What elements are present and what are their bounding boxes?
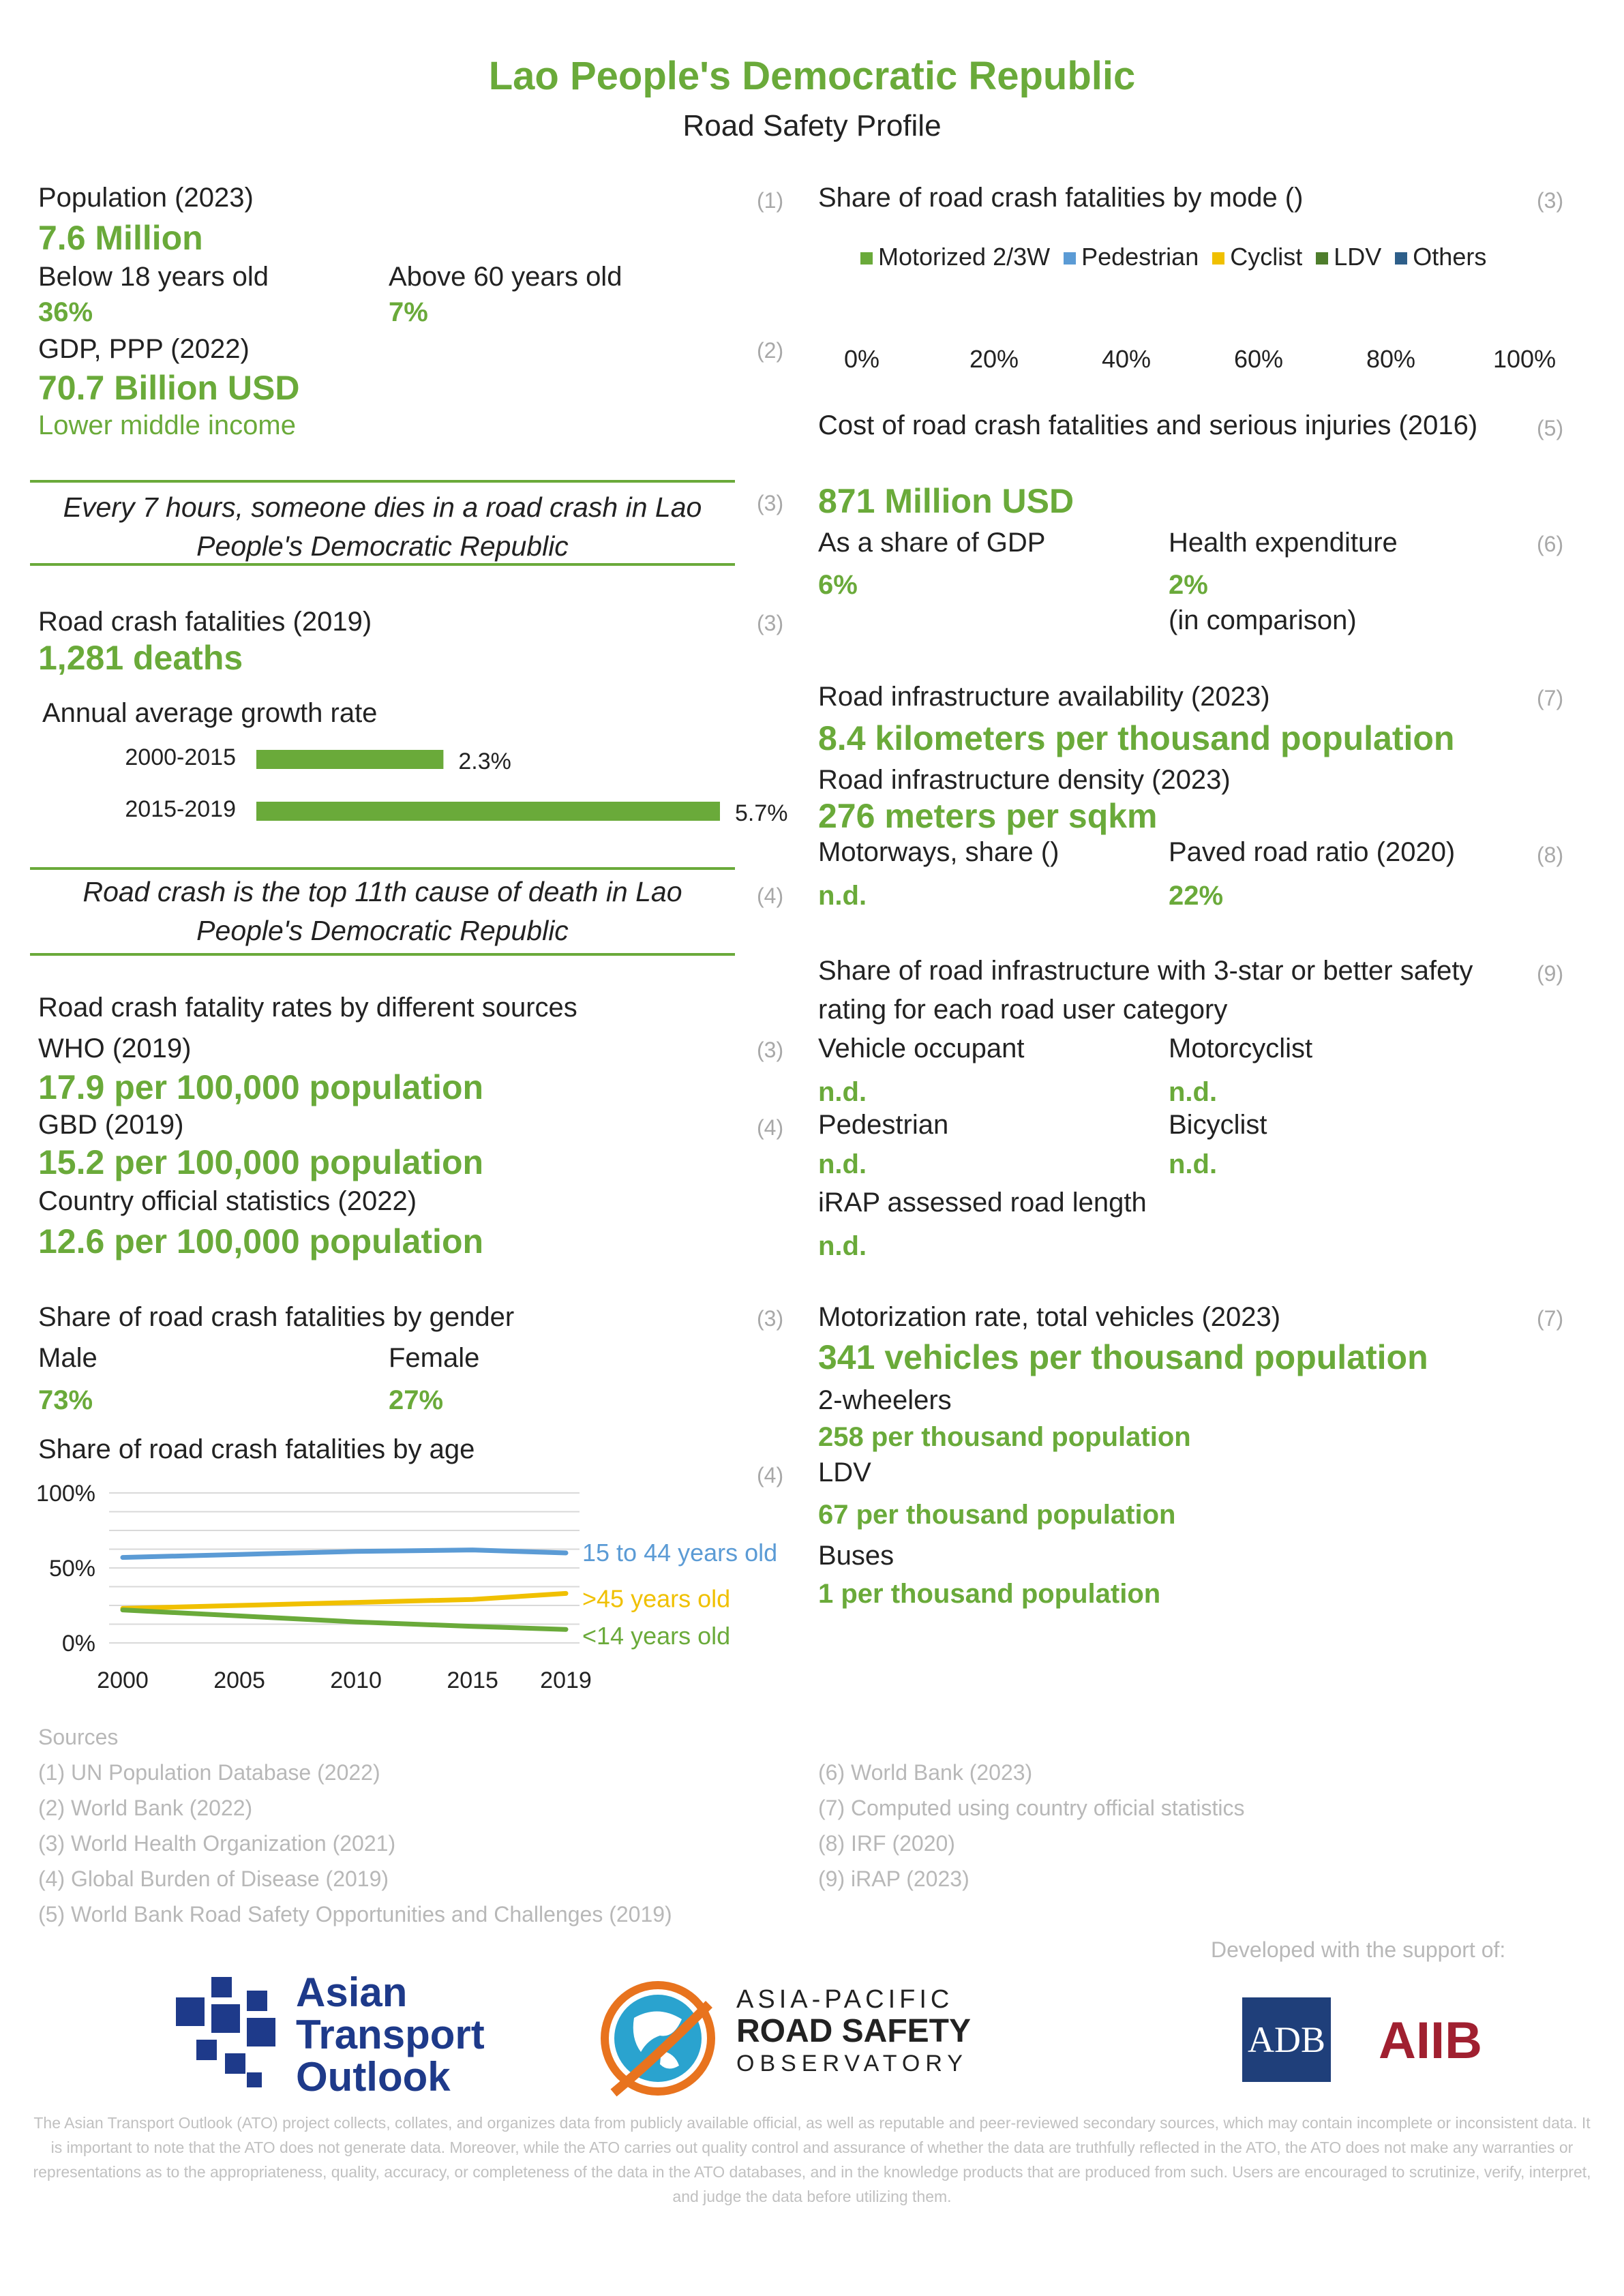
avail-value: 8.4 kilometers per thousand population — [818, 719, 1455, 757]
bicyclist-label: Bicyclist — [1169, 1110, 1267, 1140]
fatalities-value: 1,281 deaths — [38, 639, 243, 677]
health-value: 2% — [1169, 570, 1208, 600]
series-label: 15 to 44 years old — [582, 1539, 778, 1567]
page-subtitle: Road Safety Profile — [682, 109, 942, 142]
official-label: Country official statistics (2022) — [38, 1186, 417, 1216]
x-tick-label: 2015 — [447, 1667, 498, 1693]
cost-value: 871 Million USD — [818, 482, 1074, 520]
legend-item-pedestrian: Pedestrian — [1064, 243, 1199, 271]
mode-axis-tick-40: 40% — [1102, 345, 1152, 373]
mode-axis-tick-20: 20% — [969, 345, 1019, 373]
motorcyclist-label: Motorcyclist — [1169, 1033, 1313, 1063]
official-value: 12.6 per 100,000 population — [38, 1222, 484, 1260]
female-value: 27% — [389, 1385, 444, 1415]
male-label: Male — [38, 1343, 97, 1373]
motor-label: Motorization rate, total vehicles (2023) — [818, 1302, 1281, 1332]
motorcyclist-value: n.d. — [1169, 1077, 1218, 1107]
source-6: (6) World Bank (2023) — [818, 1760, 1033, 1785]
adb-logo — [1242, 1997, 1331, 2082]
ato-word-1: Asian — [296, 1969, 408, 2015]
x-tick-label: 2019 — [540, 1667, 592, 1693]
legend-item-cyclist: Cyclist — [1212, 243, 1302, 271]
x-tick-label: 2010 — [330, 1667, 382, 1693]
growth-bar — [256, 750, 443, 769]
vehicle-occupant-value: n.d. — [818, 1077, 867, 1107]
legend-item-motorized: Motorized 2/3W — [860, 243, 1050, 271]
legend-item-ldv: LDV — [1316, 243, 1381, 271]
paved-value: 22% — [1169, 881, 1224, 911]
growth-value-label: 5.7% — [735, 800, 788, 826]
paved-label: Paved road ratio (2020) — [1169, 837, 1456, 867]
who-value: 17.9 per 100,000 population — [38, 1068, 484, 1106]
paved-ref: (8) — [1537, 843, 1564, 867]
rates-title: Road crash fatality rates by different sources — [38, 993, 577, 1023]
legend-swatch — [1316, 252, 1328, 265]
quote1-text: Every 7 hours, someone dies in a road crash in Lao People's Democratic Republic — [63, 492, 702, 562]
y-tick-label: 100% — [36, 1481, 95, 1507]
apros-bot-text: OBSERVATORY — [736, 2051, 968, 2076]
mode-axis-tick-0: 0% — [844, 345, 880, 373]
ato-word-2: Transport — [296, 2012, 485, 2057]
who-ref: (3) — [757, 1038, 784, 1062]
mode-axis-tick-100: 100% — [1493, 345, 1557, 373]
x-tick-label: 2005 — [213, 1667, 265, 1693]
age-line-chart — [20, 1479, 805, 1711]
aiib-logo: AIIB — [1379, 2012, 1482, 2070]
source-3: (3) World Health Organization (2021) — [38, 1831, 396, 1856]
gbd-label: GBD (2019) — [38, 1110, 184, 1140]
mode-label: Share of road crash fatalities by mode () — [818, 183, 1304, 213]
avail-label: Road infrastructure availability (2023) — [818, 682, 1270, 712]
legend-swatch — [1395, 252, 1407, 265]
quote2-bottom-rule — [30, 953, 735, 956]
gdp-ref: (2) — [757, 338, 784, 363]
apros-top-text: ASIA-PACIFIC — [736, 1985, 954, 2014]
above60-value: 7% — [389, 297, 428, 327]
apros-globe-icon — [593, 1977, 730, 2100]
health-note: (in comparison) — [1169, 605, 1357, 635]
growth-period-label: 2000-2015 — [125, 744, 236, 770]
source-8: (8) IRF (2020) — [818, 1831, 955, 1856]
cost-label: Cost of road crash fatalities and serious injuries (2016) — [818, 410, 1478, 440]
population-label: Population (2023) — [38, 183, 254, 213]
health-label: Health expenditure — [1169, 528, 1398, 558]
male-value: 73% — [38, 1385, 93, 1415]
source-1: (1) UN Population Database (2022) — [38, 1760, 380, 1785]
female-label: Female — [389, 1343, 480, 1373]
quote1-bottom-rule — [30, 563, 735, 566]
sources-title: Sources — [38, 1725, 119, 1749]
density-label: Road infrastructure density (2023) — [818, 765, 1231, 795]
gdp-label: GDP, PPP (2022) — [38, 334, 250, 364]
ldv-value: 67 per thousand population — [818, 1500, 1176, 1530]
motor-value: 341 vehicles per thousand population — [818, 1338, 1428, 1376]
gbd-ref: (4) — [757, 1115, 784, 1140]
quote1-ref: (3) — [757, 491, 784, 515]
y-tick-label: 0% — [61, 1631, 95, 1657]
bicyclist-value: n.d. — [1169, 1149, 1218, 1179]
quote1-top-rule — [30, 480, 735, 483]
density-value: 276 meters per sqkm — [818, 797, 1158, 835]
y-tick-label: 50% — [48, 1556, 95, 1582]
x-tick-label: 2000 — [97, 1667, 149, 1693]
series-line — [123, 1593, 566, 1608]
legend-swatch — [860, 252, 873, 265]
two-wheelers-value: 258 per thousand population — [818, 1422, 1191, 1452]
legend-swatch — [1212, 252, 1224, 265]
buses-value: 1 per thousand population — [818, 1579, 1161, 1609]
growth-title: Annual average growth rate — [42, 698, 378, 728]
series-line — [123, 1550, 566, 1558]
growth-value-label: 2.3% — [458, 749, 511, 774]
growth-period-label: 2015-2019 — [125, 796, 236, 822]
quote2-text: Road crash is the top 11th cause of death in Lao People's Democratic Republic — [82, 876, 682, 946]
apros-mid-text: ROAD SAFETY — [736, 2013, 972, 2049]
ato-word-3: Outlook — [296, 2054, 451, 2100]
fatalities-ref: (3) — [757, 611, 784, 635]
gender-label: Share of road crash fatalities by gender — [38, 1302, 515, 1332]
ato-logo-text — [296, 1969, 485, 2100]
source-4: (4) Global Burden of Disease (2019) — [38, 1867, 389, 1891]
mode-ref: (3) — [1537, 188, 1564, 213]
population-value: 7.6 Million — [38, 219, 203, 257]
ldv-label: LDV — [818, 1457, 871, 1487]
source-5: (5) World Bank Road Safety Opportunities and Challenges (2019) — [38, 1902, 672, 1927]
irap-value: n.d. — [818, 1231, 867, 1261]
who-label: WHO (2019) — [38, 1033, 192, 1063]
motorways-label: Motorways, share () — [818, 837, 1059, 867]
age-chart-label: Share of road crash fatalities by age — [38, 1434, 475, 1464]
growth-bar — [256, 802, 720, 821]
income-group: Lower middle income — [38, 410, 296, 440]
quote2-ref: (4) — [757, 883, 784, 908]
legend-item-others: Others — [1395, 243, 1486, 271]
star-label: Share of road infrastructure with 3-star or better safety rating for each road user category — [818, 956, 1473, 1025]
gdp-share-label: As a share of GDP — [818, 528, 1046, 558]
age-chart-ref: (4) — [757, 1463, 784, 1487]
motor-ref: (7) — [1537, 1306, 1564, 1331]
series-label: >45 years old — [582, 1584, 731, 1613]
mode-legend — [860, 243, 1486, 271]
star-ref: (9) — [1537, 961, 1564, 986]
population-ref: (1) — [757, 188, 784, 213]
above60-label: Above 60 years old — [389, 262, 622, 292]
page-title: Lao People's Democratic Republic — [488, 54, 1136, 98]
ato-logo-mark — [176, 1977, 292, 2100]
quote2-top-rule — [30, 867, 735, 870]
buses-label: Buses — [818, 1541, 894, 1571]
support-text: Developed with the support of: — [1211, 1937, 1506, 1962]
below18-value: 36% — [38, 297, 93, 327]
vehicle-occupant-label: Vehicle occupant — [818, 1033, 1025, 1063]
pedestrian-label: Pedestrian — [818, 1110, 949, 1140]
mode-axis-tick-60: 60% — [1234, 345, 1284, 373]
source-7: (7) Computed using country official statistics — [818, 1796, 1245, 1820]
cost-ref: (5) — [1537, 416, 1564, 440]
legend-swatch — [1064, 252, 1076, 265]
gdp-value: 70.7 Billion USD — [38, 369, 300, 407]
adb-logo-text: ADB — [1247, 2019, 1325, 2060]
disclaimer: The Asian Transport Outlook (ATO) project collects, collates, and organizes data from publicly available official, as well as reputable and peer-reviewed secondary sources, which may contain incomplete or inconsistent data. It is important to note that the ATO does not generate data. Moreover, while the ATO carries out quality control and assurance of whether the data are truthfully reflected in the ATO, the ATO does not make any warranties or representations as to the appropriateness, quality, accuracy, or completeness of the data in the ATO databases, and in the knowledge products that are produced from such. Users are encouraged to scrutinize, verify, interpret, and judge the data before utilizing them. — [33, 2114, 1591, 2205]
growth-chart — [38, 736, 802, 832]
mode-axis-tick-80: 80% — [1366, 345, 1416, 373]
pedestrian-value: n.d. — [818, 1149, 867, 1179]
health-ref: (6) — [1537, 532, 1564, 556]
irap-label: iRAP assessed road length — [818, 1188, 1147, 1218]
below18-label: Below 18 years old — [38, 262, 269, 292]
source-2: (2) World Bank (2022) — [38, 1796, 253, 1820]
fatalities-label: Road crash fatalities (2019) — [38, 607, 372, 637]
gbd-value: 15.2 per 100,000 population — [38, 1143, 484, 1181]
motorways-value: n.d. — [818, 881, 867, 911]
two-wheelers-label: 2-wheelers — [818, 1385, 952, 1415]
series-line — [123, 1610, 566, 1630]
gender-ref: (3) — [757, 1306, 784, 1331]
avail-ref: (7) — [1537, 686, 1564, 710]
source-9: (9) iRAP (2023) — [818, 1867, 969, 1891]
gdp-share-value: 6% — [818, 570, 858, 600]
series-label: <14 years old — [582, 1622, 731, 1650]
